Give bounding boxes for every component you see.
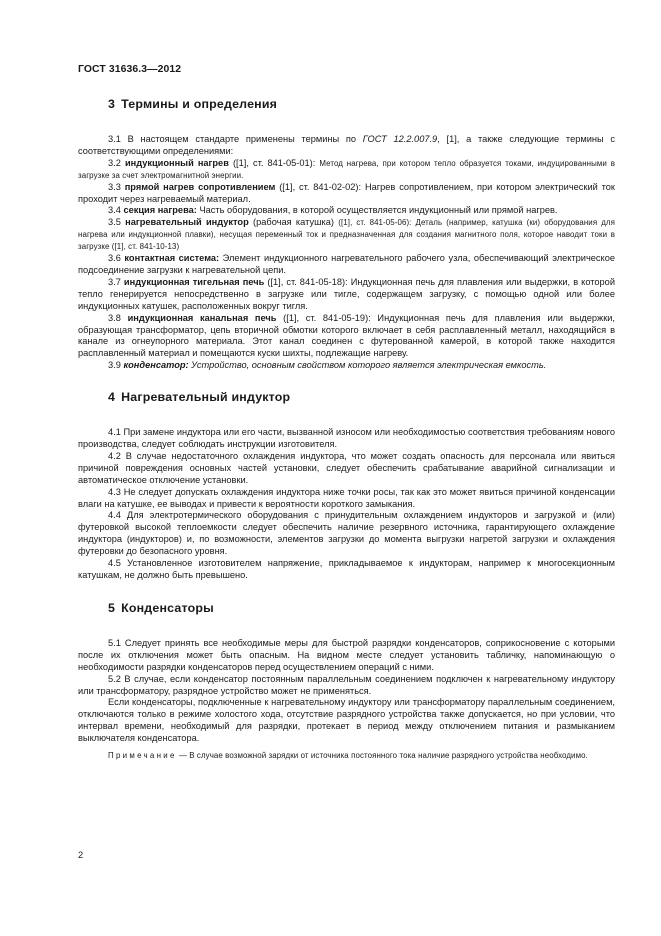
term-name: индукционный нагрев bbox=[124, 157, 229, 168]
document-header: ГОСТ 31636.3—2012 bbox=[78, 64, 182, 75]
section-5-heading bbox=[78, 601, 615, 615]
section-3-number: 3 bbox=[108, 97, 116, 111]
document-page bbox=[78, 64, 615, 761]
section-4-heading bbox=[78, 390, 615, 404]
paragraph-3-1 bbox=[78, 134, 615, 158]
paragraph-4-1: 4.1 При замене индуктора или его части, вызванной износом или необходимостью соответствия требованиям нового производства, следует соблюдать инструкции изготовителя. bbox=[78, 427, 615, 450]
term-definition: Устройство, основным свойством которого является электрическая емкость. bbox=[188, 360, 547, 371]
section-3-title: Термины и определения bbox=[121, 97, 278, 111]
term-definition: Элемент индукционного нагревательного рабочего узла, обеспечивающий электрическое подсоединение загрузки к нагревательной цепи. bbox=[78, 253, 615, 275]
term-definition: Часть оборудования, в которой осуществляется индукционный или прямой нагрев. bbox=[196, 205, 558, 216]
note-text: — В случае возможной зарядки от источника постоянного тока наличие разрядного устройства необходимо. bbox=[176, 751, 588, 761]
p3-1-text: 3.1 В настоящем стандарте применены термины по bbox=[108, 134, 363, 144]
term-name: секция нагрева: bbox=[123, 205, 197, 216]
term-name: индукционная канальная печь bbox=[127, 312, 277, 323]
section-5-title: Конденсаторы bbox=[121, 600, 214, 615]
p3-1-tail: , [1], а также следующие термины с соответствующими определениями: bbox=[78, 134, 616, 156]
section-4-number: 4 bbox=[108, 390, 116, 405]
term-name: индукционная тигельная печь bbox=[123, 276, 265, 287]
term-definition: Индукционная печь для плавления или выдержки, в которой тепло генерируется непосредственно в загрузке или тигле, содержащем загрузку, с помощью одной или более индукционных катушек, расположенных вокруг тигля. bbox=[78, 276, 615, 311]
term-source: ([1], ст. 841-05-01): bbox=[228, 157, 320, 168]
term-name: прямой нагрев сопротивлением bbox=[124, 181, 276, 192]
term-number: 3.9 bbox=[108, 360, 124, 371]
term-number: 3.4 bbox=[108, 205, 124, 216]
note bbox=[78, 750, 615, 761]
paragraph-4-3: 4.3 Не следует допускать охлаждения индуктора ниже точки росы, так как это может явиться причиной конденсации влаги на катушке, ее выводах и привести к вероятности короткого замыкания. bbox=[78, 486, 615, 509]
term-name: конденсатор: bbox=[123, 360, 189, 371]
section-5-number: 5 bbox=[108, 600, 116, 615]
section-3-heading bbox=[78, 97, 615, 111]
page-number: 2 bbox=[78, 850, 84, 860]
term-number: 3.6 bbox=[108, 253, 125, 264]
term-definition: Нагрев сопротивлением, при котором электрический ток проходит через нагреваемый материал. bbox=[78, 181, 615, 204]
term-number: 3.8 bbox=[108, 312, 128, 323]
paragraph-5-3: Если конденсаторы, подключенные к нагревательному индуктору или трансформатору параллельным соединением, отключаются только в режиме холостого хода, отсутствие разрядного устройства также допускается, но при условии, что интервал времени, необходимый для разрядки, протекает в период между отключением питания и размыканием выключателя конденсатора. bbox=[78, 697, 615, 744]
section-4-title: Нагревательный индуктор bbox=[121, 390, 291, 405]
term-source: ([1], ст. 841-05-19): bbox=[276, 312, 378, 323]
paragraph-4-4: 4.4 Для электротермического оборудования с принудительным охлаждением индукторов и загрузкой и (или) футеровкой высокой теплоемкости следует обеспечить наличие резервного источника, гарантирующего охлаждение индуктора (индукторов) и, по возможности, элементов загрузки до момента выгрузки нагретой загрузки и охлаждения футеровки до безопасного уровня. bbox=[78, 510, 615, 557]
paragraph-5-2: 5.2 В случае, если конденсатор постоянным параллельным соединением подключен к нагревательному индуктору или трансформатору, разрядное устройство может не применяться. bbox=[78, 673, 615, 696]
term-number: 3.5 bbox=[108, 217, 126, 228]
term-name: контактная система: bbox=[124, 253, 220, 264]
term-alternate: (рабочая катушка) bbox=[248, 217, 339, 228]
term-number: 3.7 bbox=[108, 276, 124, 287]
p3-1-reference: ГОСТ 12.2.007.9 bbox=[362, 134, 438, 144]
paragraph-4-2: 4.2 В случае недостаточного охлаждения индуктора, что может создать опасность для персонала или явиться причиной повреждения основных частей установки, следует обеспечить срабатывание аварийной сигнализации и автоматическое отключение установки. bbox=[78, 450, 615, 485]
term-source: ([1], ст. 841-02-02): bbox=[275, 181, 365, 192]
term-source: ([1], ст. 841-05-18): bbox=[264, 276, 351, 287]
term-3-3 bbox=[78, 182, 615, 206]
term-definition: Индукционная печь для плавления или выдержки, образующая трансформатор, цепь вторичной обмотки которого включает в себя расплавленный металл, находящийся в канале из огнеупорного материала. Этот канал соединен с футерованной камерой, в которой также находится расплавленный материал и помещаются куски шихты, подлежащие нагреву. bbox=[78, 312, 616, 359]
term-name: нагревательный индуктор bbox=[125, 217, 249, 228]
term-3-5 bbox=[78, 217, 615, 253]
term-3-9 bbox=[78, 360, 615, 372]
term-3-4 bbox=[78, 205, 615, 217]
note-label: Примечание bbox=[108, 751, 177, 761]
term-3-8 bbox=[78, 313, 615, 361]
paragraph-5-1: 5.1 Следует принять все необходимые меры для быстрой разрядки конденсаторов, соприкосновение с которыми после их отключения может быть опасным. На видном месте следует установить табличку, напоминающую о необходимости разрядки конденсаторов перед осуществлением операций с ними. bbox=[78, 637, 615, 672]
paragraph-4-5: 4.5 Установленное изготовителем напряжение, прикладываемое к индукторам, например к многосекционным катушкам, не должно быть превышено. bbox=[78, 558, 615, 580]
term-3-6 bbox=[78, 253, 615, 277]
term-definition: Метод нагрева, при котором тепло образуется токами, индуцированными в загрузке за счет электромагнитной энергии. bbox=[78, 158, 615, 180]
term-3-7 bbox=[78, 277, 615, 313]
term-definition: ([1], ст. 841-05-06): Деталь (например, катушка (ки) оборудования для нагрева или индукционной плавки), несущая переменный ток и предназначенная для создания магнитного поля, которое наводит токи в загрузке ([1], ст. 841-10-13) bbox=[78, 218, 615, 252]
term-number: 3.2 bbox=[108, 157, 125, 168]
term-number: 3.3 bbox=[108, 181, 125, 192]
term-3-2 bbox=[78, 158, 615, 182]
